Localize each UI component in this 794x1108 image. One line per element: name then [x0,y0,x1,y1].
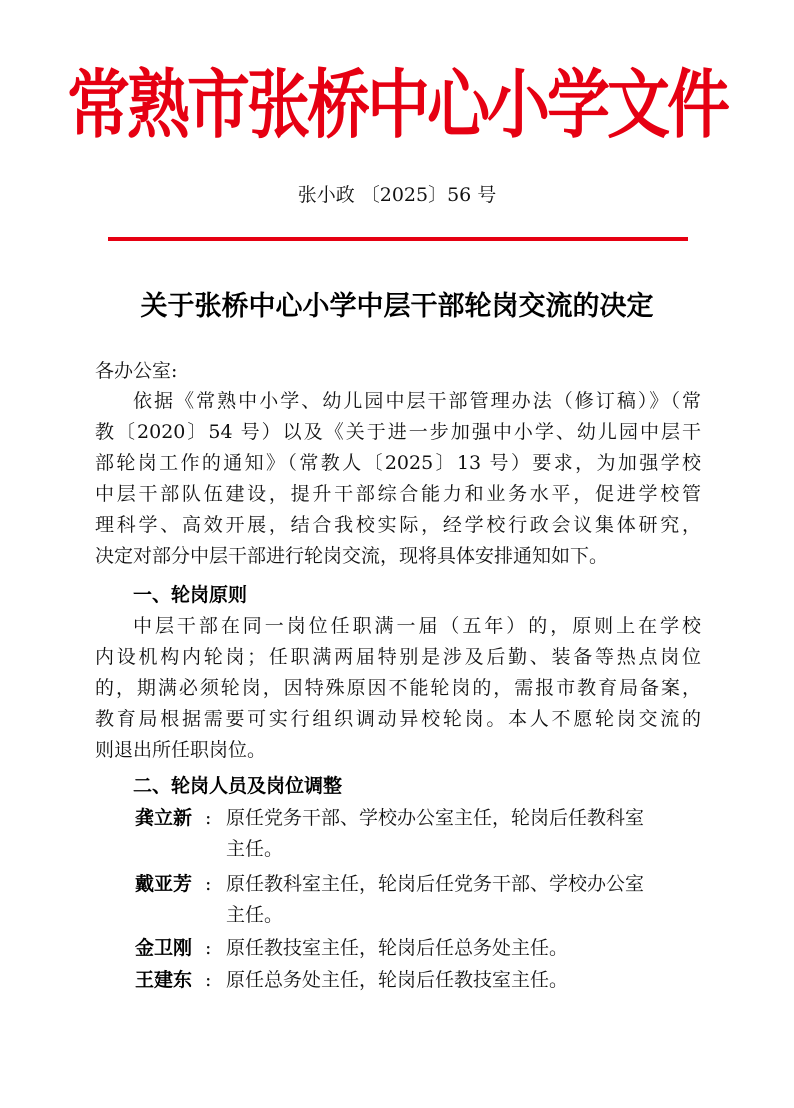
person-name: 龚立新 [135,807,193,829]
paragraph-line: 的，期满必须轮岗，因特殊原因不能轮岗的，需报市教育局备案， [95,677,701,699]
description-line: 主任。 [226,838,284,860]
assignment-description [226,803,701,865]
salutation: 各办公室: [95,360,178,382]
paragraph-line: 中层干部在同一岗位任职满一届（五年）的，原则上在学校 [133,615,701,637]
section-heading-personnel-adjustment: 二、轮岗人员及岗位调整 [133,775,343,797]
person-name: 戴亚芳 [135,873,193,895]
description-line: 主任。 [226,904,284,926]
paragraph-line: 内设机构内轮岗；任职满两届特别是涉及后勤、装备等热点岗位 [95,646,701,668]
paragraph-line: 中层干部队伍建设，提升干部综合能力和业务水平，促进学校管 [95,483,701,505]
red-divider [108,237,688,241]
rotation-principle-paragraph [95,611,701,766]
paragraph-line: 理科学、高效开展，结合我校实际，经学校行政会议集体研究， [95,514,701,536]
paragraph-line: 决定对部分中层干部进行轮岗交流，现将具体安排通知如下。 [95,545,609,567]
section-heading-rotation-principle: 一、轮岗原则 [133,584,248,606]
assignment-description [226,965,701,996]
name-colon: : [205,807,212,829]
paragraph-line: 部轮岗工作的通知》（常教人〔2025〕13 号）要求，为加强学校 [95,452,701,474]
document-number: 张小政 〔2025〕56 号 [297,184,497,206]
paragraph-line: 教〔2020〕54 号）以及《关于进一步加强中小学、幼儿园中层干 [95,421,701,443]
intro-paragraph [95,386,701,572]
description-line: 原任教科室主任，轮岗后任党务干部、学校办公室 [226,873,645,895]
org-title: 常熟市张桥中心小学文件 [67,60,727,149]
name-colon: : [205,873,212,895]
name-colon: : [205,937,212,959]
paragraph-line: 依据《常熟中小学、幼儿园中层干部管理办法（修订稿）》（常 [133,390,701,412]
description-line: 原任总务处主任，轮岗后任教技室主任。 [226,969,569,991]
name-colon: : [205,969,212,991]
description-line: 原任教技室主任，轮岗后任总务处主任。 [226,937,569,959]
person-name: 王建东 [135,969,193,991]
paragraph-line: 教育局根据需要可实行组织调动异校轮岗。本人不愿轮岗交流的 [95,708,701,730]
document-title: 关于张桥中心小学中层干部轮岗交流的决定 [140,291,654,322]
assignment-description [226,869,701,931]
person-name: 金卫刚 [135,937,193,959]
description-line: 原任党务干部、学校办公室主任，轮岗后任教科室 [226,807,645,829]
paragraph-line: 则退出所任职岗位。 [95,739,267,761]
assignment-description [226,933,701,964]
